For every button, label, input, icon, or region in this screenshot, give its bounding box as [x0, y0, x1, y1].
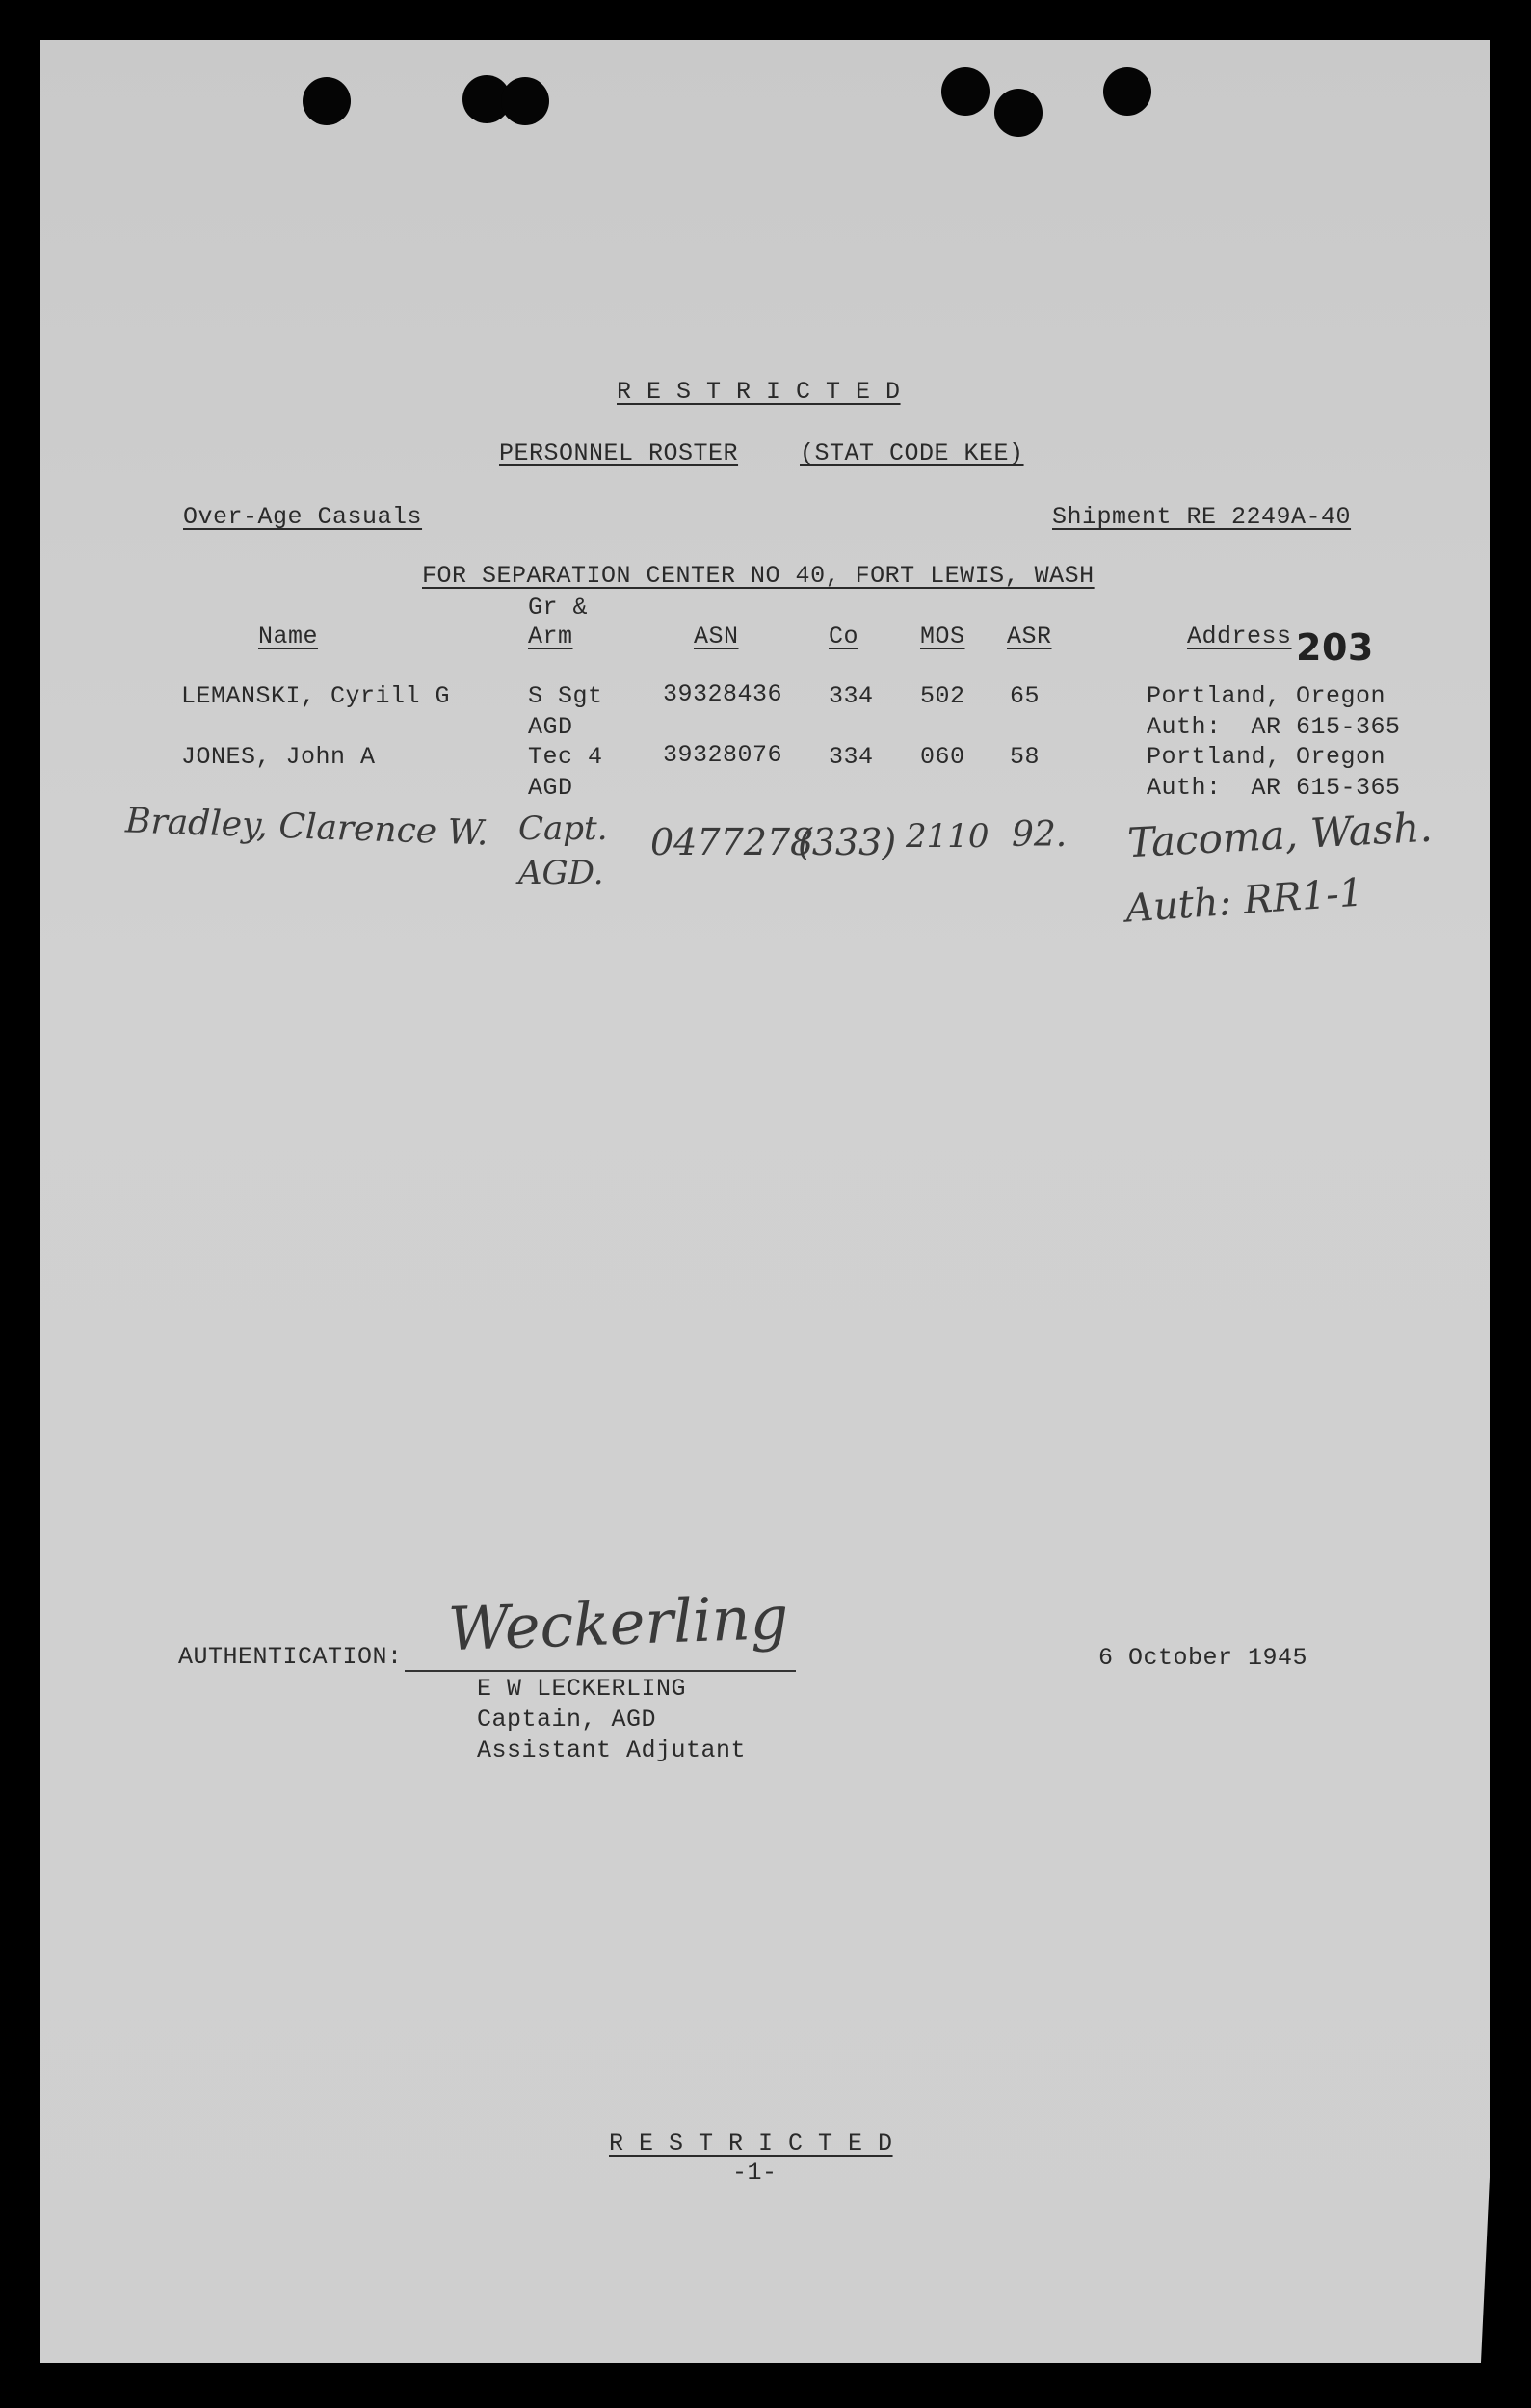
classification-footer: R E S T R I C T E D: [609, 2130, 893, 2157]
punch-hole: [303, 77, 351, 125]
punch-hole: [501, 77, 549, 125]
handwritten-asr: 92.: [1012, 815, 1068, 855]
signature: Weckerling: [446, 1581, 790, 1665]
unit-label: Over-Age Casuals: [183, 503, 423, 531]
table-row-arm: AGD: [528, 713, 573, 741]
column-header-name: Name: [258, 622, 319, 650]
column-header-grade: Gr &: [528, 594, 589, 622]
table-row-co: 334: [829, 743, 874, 771]
signer-name: E W LECKERLING: [477, 1675, 687, 1703]
table-row-asn: 39328436: [663, 680, 783, 708]
table-row-co: 334: [829, 682, 874, 710]
handwritten-name: Bradley, Clarence W.: [124, 801, 489, 854]
classification-header: R E S T R I C T E D: [617, 378, 901, 406]
table-row-name: JONES, John A: [181, 743, 376, 771]
column-header-asr: ASR: [1007, 622, 1052, 650]
document-date: 6 October 1945: [1098, 1644, 1308, 1672]
column-header-mos: MOS: [920, 622, 965, 650]
column-header-asn: ASN: [694, 622, 739, 650]
shipment-number: Shipment RE 2249A-40: [1052, 503, 1352, 531]
authentication-label: AUTHENTICATION:: [178, 1643, 403, 1671]
page-stamp-number: 203: [1296, 626, 1374, 669]
handwritten-mos: 2110: [906, 817, 990, 856]
table-row-name: LEMANSKI, Cyrill G: [181, 682, 451, 710]
stat-code: (STAT CODE KEE): [800, 439, 1024, 467]
handwritten-grade: Capt.: [518, 809, 608, 848]
table-row-address: Portland, Oregon: [1147, 743, 1386, 771]
table-row-grade: Tec 4: [528, 743, 603, 771]
punch-hole: [1103, 67, 1151, 116]
handwritten-address: Tacoma, Wash.: [1125, 803, 1434, 867]
table-row-address: Portland, Oregon: [1147, 682, 1386, 710]
column-header-arm: Arm: [528, 622, 573, 650]
handwritten-auth: Auth: RR1-1: [1123, 870, 1365, 932]
roster-title: PERSONNEL ROSTER: [499, 439, 739, 467]
handwritten-asn: 0477278: [650, 821, 814, 863]
handwritten-arm: AGD.: [518, 854, 604, 892]
table-row-mos: 502: [920, 682, 965, 710]
table-row-grade: S Sgt: [528, 682, 603, 710]
punch-hole: [941, 67, 990, 116]
signature-line: [405, 1670, 796, 1672]
table-row-asr: 58: [1010, 743, 1041, 771]
destination-line: FOR SEPARATION CENTER NO 40, FORT LEWIS, WASH: [422, 562, 1095, 590]
handwritten-co: (333): [798, 821, 897, 863]
table-row-arm: AGD: [528, 774, 573, 802]
punch-hole: [994, 89, 1043, 137]
table-row-asr: 65: [1010, 682, 1041, 710]
table-row-mos: 060: [920, 743, 965, 771]
table-row-asn: 39328076: [663, 741, 783, 769]
signer-rank: Captain, AGD: [477, 1706, 657, 1733]
column-header-co: Co: [829, 622, 859, 650]
page-number: -1-: [732, 2158, 778, 2186]
signer-title: Assistant Adjutant: [477, 1736, 747, 1764]
table-row-auth: Auth: AR 615-365: [1147, 713, 1401, 741]
table-row-auth: Auth: AR 615-365: [1147, 774, 1401, 802]
column-header-address: Address: [1187, 622, 1292, 650]
